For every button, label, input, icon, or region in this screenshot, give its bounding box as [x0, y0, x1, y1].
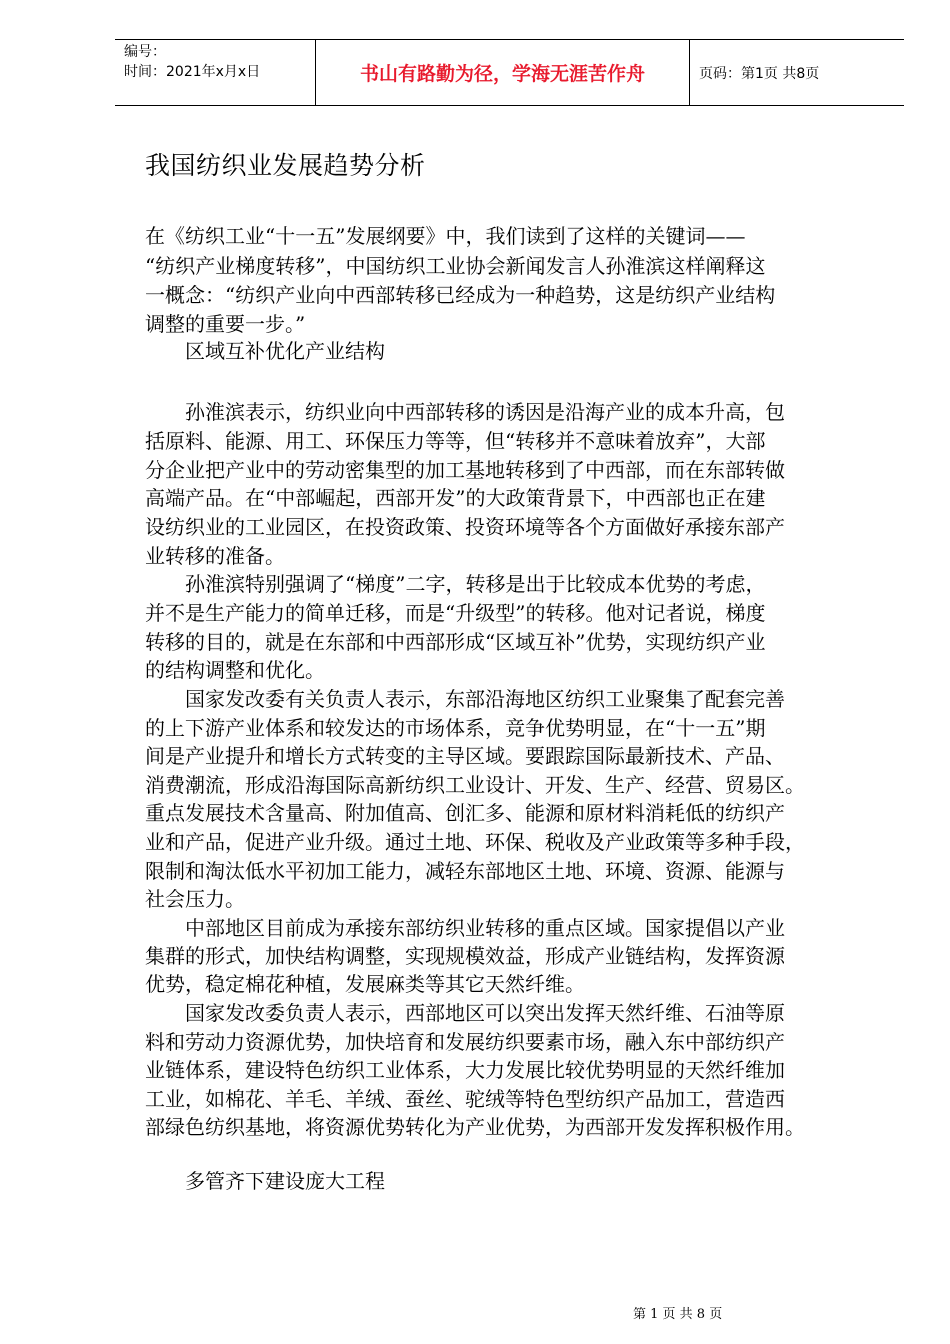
body-line: 间是产业提升和增长方式转变的主导区域。要跟踪国际最新技术、产品、	[145, 744, 785, 768]
body-line: 多管齐下建设庞大工程	[145, 1169, 385, 1193]
body-line: 消费潮流，形成沿海国际高新纺织工业设计、开发、生产、经营、贸易区。	[145, 773, 805, 797]
header-motto: 书山有路勤为径，学海无涯苦作舟	[316, 40, 690, 105]
body-line: 的结构调整和优化。	[145, 658, 325, 682]
body-line: 孙淮滨特别强调了“梯度”二字，转移是出于比较成本优势的考虑，	[145, 572, 766, 596]
body-line: 业链体系，建设特色纺织工业体系，大力发展比较优势明显的天然纤维加	[145, 1058, 785, 1082]
body-line: 业和产品，促进产业升级。通过土地、环保、税收及产业政策等多种手段，	[145, 830, 805, 854]
body-line: 设纺织业的工业园区，在投资政策、投资环境等各个方面做好承接东部产	[145, 515, 785, 539]
body-line: 中部地区目前成为承接东部纺织业转移的重点区域。国家提倡以产业	[145, 916, 785, 940]
number-label: 编号：	[124, 44, 166, 60]
page-header	[115, 39, 904, 106]
page-footer: 第 1 页 共 8 页	[633, 1307, 723, 1322]
body-line: 高端产品。在“中部崛起，西部开发”的大政策背景下，中西部也正在建	[145, 486, 766, 510]
body-line: 一概念：“纺织产业向中西部转移已经成为一种趋势，这是纺织产业结构	[145, 283, 776, 307]
time-label: 时间：2021年x月x日	[124, 64, 261, 80]
document-title: 我国纺织业发展趋势分析	[145, 151, 426, 180]
body-line: 孙淮滨表示，纺织业向中西部转移的诱因是沿海产业的成本升高，包	[145, 400, 785, 424]
body-line: 国家发改委有关负责人表示，东部沿海地区纺织工业聚集了配套完善	[145, 687, 785, 711]
body-line: “纺织产业梯度转移”，中国纺织工业协会新闻发言人孙淮滨这样阐释这	[145, 254, 766, 278]
body-line: 部绿色纺织基地，将资源优势转化为产业优势，为西部开发发挥积极作用。	[145, 1115, 805, 1139]
body-line: 区域互补优化产业结构	[145, 339, 385, 363]
body-line: 重点发展技术含量高、附加值高、创汇多、能源和原材料消耗低的纺织产	[145, 801, 785, 825]
header-meta	[115, 40, 316, 105]
body-line: 分企业把产业中的劳动密集型的加工基地转移到了中西部，而在东部转做	[145, 458, 785, 482]
body-line: 优势，稳定棉花种植，发展麻类等其它天然纤维。	[145, 972, 585, 996]
body-line: 并不是生产能力的简单迁移，而是“升级型”的转移。他对记者说，梯度	[145, 601, 766, 625]
body-line: 的上下游产业体系和较发达的市场体系，竞争优势明显，在“十一五”期	[145, 716, 766, 740]
body-line: 转移的目的，就是在东部和中西部形成“区域互补”优势，实现纺织产业	[145, 630, 766, 654]
body-line: 在《纺织工业“十一五”发展纲要》中，我们读到了这样的关键词——	[145, 224, 746, 248]
body-line: 调整的重要一步。”	[145, 312, 306, 336]
body-line: 限制和淘汰低水平初加工能力，减轻东部地区土地、环境、资源、能源与	[145, 859, 785, 883]
body-line: 社会压力。	[145, 887, 245, 911]
body-line: 料和劳动力资源优势，加快培育和发展纺织要素市场，融入东中部纺织产	[145, 1030, 785, 1054]
body-line: 工业，如棉花、羊毛、羊绒、蚕丝、驼绒等特色型纺织产品加工，营造西	[145, 1087, 785, 1111]
body-line: 业转移的准备。	[145, 544, 285, 568]
body-line: 国家发改委负责人表示，西部地区可以突出发挥天然纤维、石油等原	[145, 1001, 785, 1025]
body-line: 括原料、能源、用工、环保压力等等，但“转移并不意味着放弃”，大部	[145, 429, 766, 453]
body-line: 集群的形式，加快结构调整，实现规模效益，形成产业链结构，发挥资源	[145, 944, 785, 968]
header-page-label: 页码：第1页 共8页	[699, 65, 820, 82]
